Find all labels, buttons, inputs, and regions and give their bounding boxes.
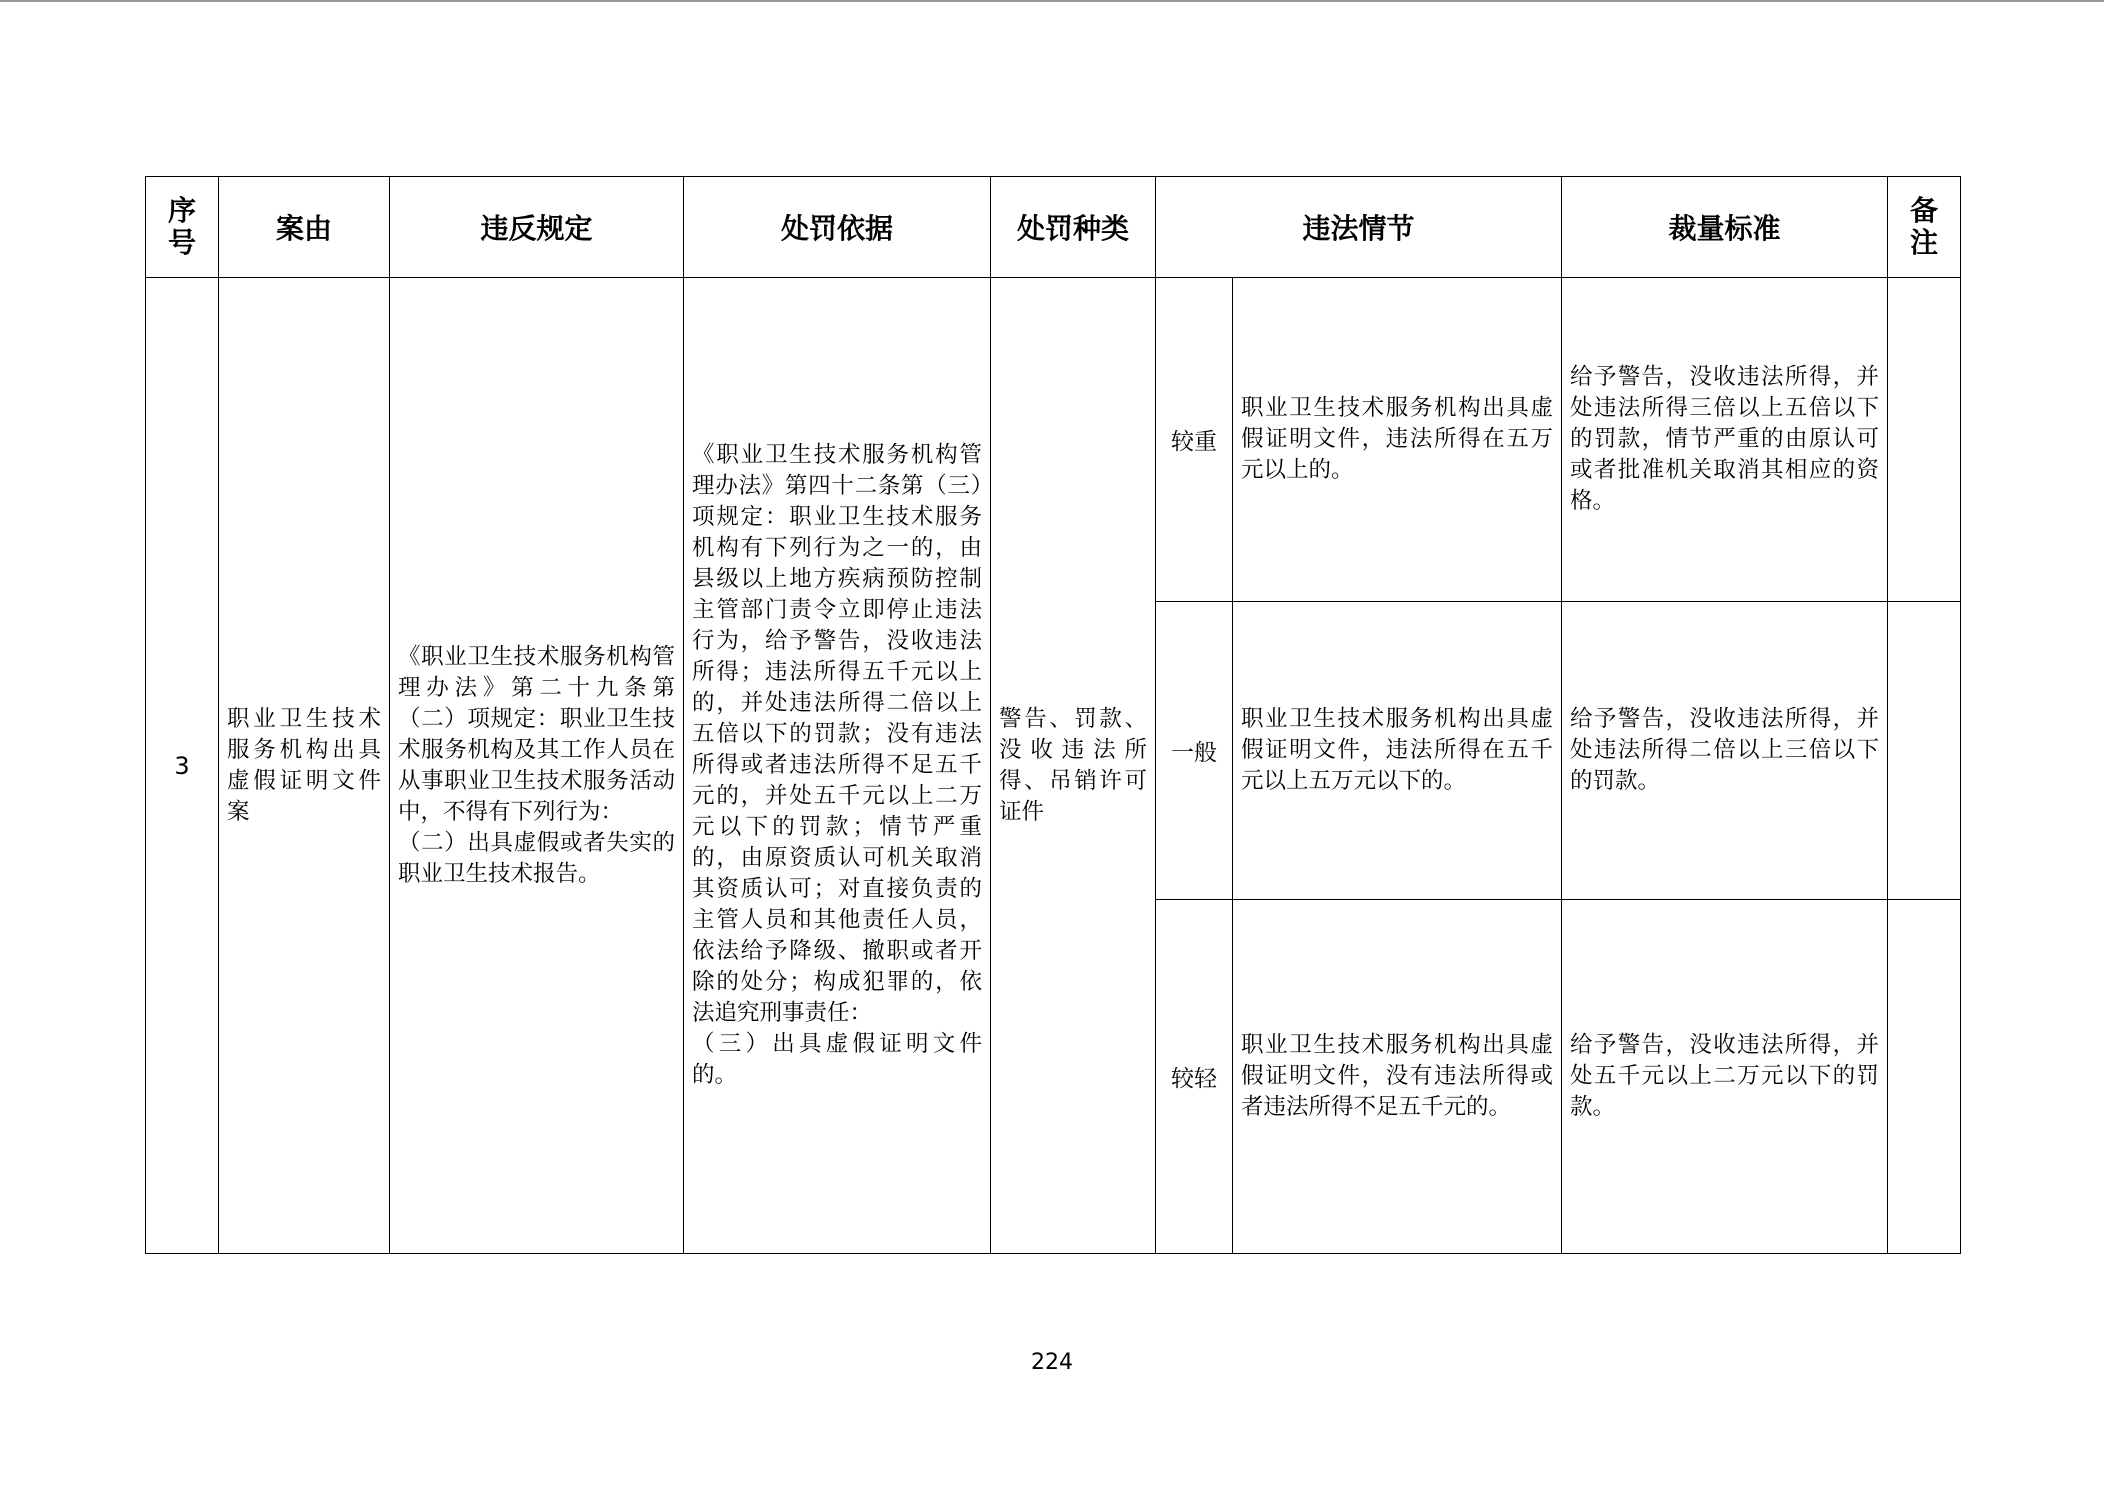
cell-penalty-type: 警告、罚款、没收违法所得、吊销许可证件 [991,278,1156,1254]
cell-degree-minor: 较轻 [1156,900,1233,1254]
page-number: 224 [1031,1350,1073,1375]
basis-paragraph-1: 《职业卫生技术服务机构管理办法》第四十二条第（三）项规定：职业卫生技术服务机构有下列行为之一的，由县级以上地方疾病预防控制主管部门责令立即停止违法行为，给予警告，没收违法所得；违法所得五千元以上的，并处违法所得二倍以上五倍以下的罚款；没有违法所得或者违法所得不足五千元的，并处五千元以上二万元以下的罚款；情节严重的，由原资质认可机关取消其资质认可；对直接负责的主管人员和其他责任人员，依法给予降级、撤职或者开除的处分；构成犯罪的，依法追究刑事责任： [692,442,982,1026]
cell-standard-general: 给予警告，没收违法所得，并处违法所得二倍以上三倍以下的罚款。 [1562,602,1888,900]
cell-violation [390,278,684,1254]
cell-standard-severe: 给予警告，没收违法所得，并处违法所得三倍以上五倍以下的罚款，情节严重的由原认可或者批准机关取消其相应的资格。 [1562,278,1888,602]
basis-paragraph-2: （三）出具虚假证明文件的。 [692,1031,982,1088]
header-violation: 违反规定 [390,177,684,278]
cell-degree-severe: 较重 [1156,278,1233,602]
cell-case: 职业卫生技术服务机构出具虚假证明文件案 [219,278,390,1254]
header-remark-line2: 注 [1910,226,1939,259]
header-seq-line2: 号 [167,226,196,259]
cell-circumstance-minor: 职业卫生技术服务机构出具虚假证明文件，没有违法所得或者违法所得不足五千元的。 [1233,900,1562,1254]
cell-remark-severe [1888,278,1961,602]
header-basis: 处罚依据 [684,177,991,278]
header-remark-line1: 备 [1910,194,1939,227]
penalty-discretion-table [145,176,1961,1254]
cell-degree-general: 一般 [1156,602,1233,900]
cell-circumstance-general: 职业卫生技术服务机构出具虚假证明文件，违法所得在五千元以上五万元以下的。 [1233,602,1562,900]
violation-paragraph-2: （二）出具虚假或者失实的职业卫生技术报告。 [398,829,675,887]
cell-circumstance-severe: 职业卫生技术服务机构出具虚假证明文件，违法所得在五万元以上的。 [1233,278,1562,602]
header-penalty-type: 处罚种类 [991,177,1156,278]
page-top-border [0,0,2104,2]
table-row [146,278,1961,602]
violation-paragraph-1: 《职业卫生技术服务机构管理办法》第二十九条第（二）项规定：职业卫生技术服务机构及其工作人员在从事职业卫生技术服务活动中，不得有下列行为： [398,643,675,825]
cell-standard-minor: 给予警告，没收违法所得，并处五千元以上二万元以下的罚款。 [1562,900,1888,1254]
cell-basis [684,278,991,1254]
cell-remark-minor [1888,900,1961,1254]
header-remark [1888,177,1961,278]
header-seq [146,177,219,278]
header-standard: 裁量标准 [1562,177,1888,278]
header-circumstance: 违法情节 [1156,177,1562,278]
table-header-row [146,177,1961,278]
cell-seq: 3 [146,278,219,1254]
cell-remark-general [1888,602,1961,900]
header-seq-line1: 序 [167,194,196,227]
header-case: 案由 [219,177,390,278]
